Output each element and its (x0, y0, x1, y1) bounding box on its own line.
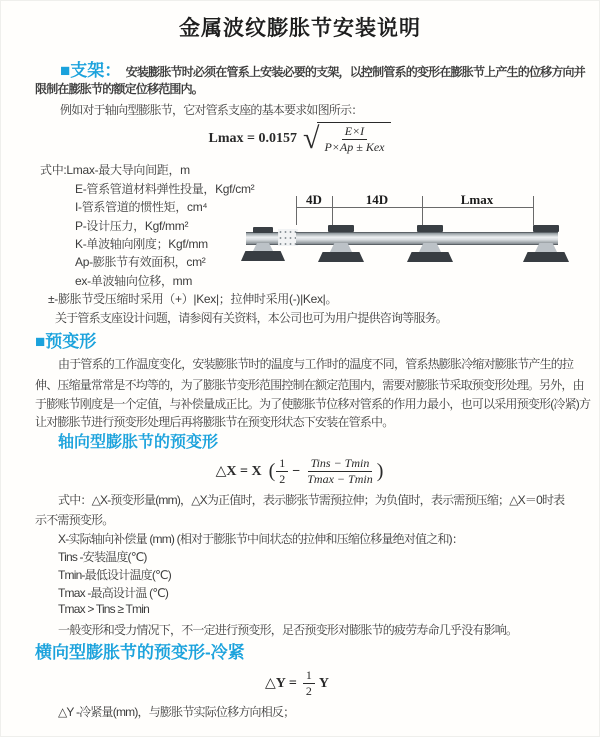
axial-line: Tmin-最低设计温度(℃) (58, 568, 171, 582)
half-fraction (276, 456, 288, 487)
dim-label-14d: 14D (365, 192, 389, 207)
axial-formula (0, 456, 600, 487)
lmax-formula-lhs: Lmax = 0.0157 (208, 130, 297, 146)
axial-line: Tmax > Tins ≥ Tmin (58, 602, 149, 616)
definition-item: K-单波轴向刚度；Kgf/mm (75, 237, 208, 251)
radical-sign: √ (303, 121, 320, 155)
support-clamp (417, 225, 443, 232)
support-base (318, 252, 364, 262)
definition-item: E-管系管道材料弹性投量，Kgf/cm² (75, 182, 255, 196)
left-paren: ( (268, 460, 276, 482)
support-section-heading: ■支架： (60, 61, 122, 80)
right-paren: ) (376, 460, 384, 482)
lmax-formula-denominator: P×Ap ± Kex (324, 140, 385, 154)
definition-item: P-设计压力，Kgf/mm² (75, 219, 189, 233)
page-title: 金属波纹膨胀节安装说明 (179, 17, 421, 40)
support-clamp (328, 225, 354, 232)
minus-sign: − (292, 463, 301, 479)
axial-line: X-实际轴向补偿量 (mm) (相对于膨胀节中间状态的拉伸和压缩位移量绝对值之和)： (58, 532, 464, 546)
axial-line: 示不需预变形。 (35, 513, 114, 527)
half-denominator: 2 (305, 684, 312, 698)
lmax-formula (0, 122, 600, 155)
dim-label-4d: 4D (306, 192, 322, 207)
support-base (241, 251, 285, 261)
temp-fraction (304, 456, 375, 487)
support-section-line1 (60, 56, 585, 81)
dimension-tick (422, 196, 423, 225)
definition-item: 式中:Lmax-最大导向间距，m (40, 163, 190, 177)
preform-para-line: 让对膨胀节进行预变形处理后再将膨胀节在预变形状态下安装在管系中。 (35, 415, 394, 429)
lateral-line: △Y -冷紧量(mm)，与膨胀节实际位移方向相反； (58, 705, 295, 719)
definition-item: ±-膨胀节受压缩时采用（+）|Kex|；拉伸时采用(-)|Kex|。 (48, 292, 338, 306)
support-line3: 例如对于轴向型膨胀节，它对管系支座的基本要求如图所示： (60, 103, 363, 117)
support-base (407, 252, 453, 262)
lateral-formula-rhs: Y (318, 675, 329, 691)
half-numerator: 1 (303, 668, 315, 684)
support-base (523, 252, 569, 262)
half-fraction (303, 668, 315, 699)
support-clamp (533, 225, 559, 232)
definition-item: I-管系管道的惯性矩，cm⁴ (75, 200, 208, 214)
axial-formula-lhs: △X = X (215, 464, 262, 479)
support-note: 关于管系支座设计问题，请参阅有关资料，本公司也可为用户提供咨询等服务。 (55, 311, 448, 325)
sqrt-radical (303, 122, 391, 155)
half-denominator: 2 (279, 472, 286, 486)
definition-item: Ap-膨胀节有效面积，cm² (75, 255, 206, 269)
axial-line: Tmax -最高设计温 (℃) (58, 586, 169, 600)
bellows-icon (278, 229, 298, 246)
axial-line: 一般变形和受力情况下，不一定进行预变形，足否预变形对膨胀节的疲劳寿命几乎没有影响。 (58, 623, 518, 637)
lmax-formula-numerator: E×I (342, 124, 367, 140)
lateral-formula (0, 668, 600, 699)
preform-para-line: 由于管系的工作温度变化，安装膨胀节时的温度与工作时的温度不同，管系热膨胀冷缩对膨胀节产生的拉 (58, 357, 574, 371)
pipe-support-diagram (240, 192, 580, 277)
temp-numerator: Tins − Tmin (308, 456, 373, 472)
half-numerator: 1 (276, 456, 288, 472)
temp-denominator: Tmax − Tmin (307, 472, 373, 486)
preform-para-line: 伸、压缩量常常是不均等的，为了膨胀节变形范围控制在额定范围内，需要对膨胀节采取预变形处理。另外，由 (35, 378, 584, 392)
dimension-tick (533, 196, 534, 225)
dim-label-lmax: Lmax (460, 192, 494, 207)
lateral-formula-lhs: △Y = (265, 676, 297, 691)
support-line2: 限制在膨胀节的额定位移范围内。 (35, 82, 204, 96)
lateral-subsection-heading: 横向型膨胀节的预变形-冷紧 (35, 643, 245, 662)
axial-subsection-heading: 轴向型膨胀节的预变形 (58, 434, 219, 451)
support-clamp (253, 227, 273, 233)
definition-item: ex-单波轴向位移，mm (75, 274, 193, 288)
preform-para-line: 于膨账节刚度是一个定值，与补偿量成正比。为了使膨胀节位移对管系的作用力最小，也可以采用预变形(冷紧)方 (35, 397, 591, 411)
preform-section-heading: ■预变形 (35, 332, 97, 351)
axial-line: Tins -安装温度(℃) (58, 550, 147, 564)
axial-line: 式中：△X-预变形量(mm)，△X为正值时，表示膨张节需预拉伸；为负值时，表示需预压缩；△X＝0时表 (58, 493, 565, 507)
support-line1-text: 安装膨胀节时必须在管系上安装必要的支架，以控制管系的变形在膨胀节上产生的位移方向并 (125, 65, 585, 79)
